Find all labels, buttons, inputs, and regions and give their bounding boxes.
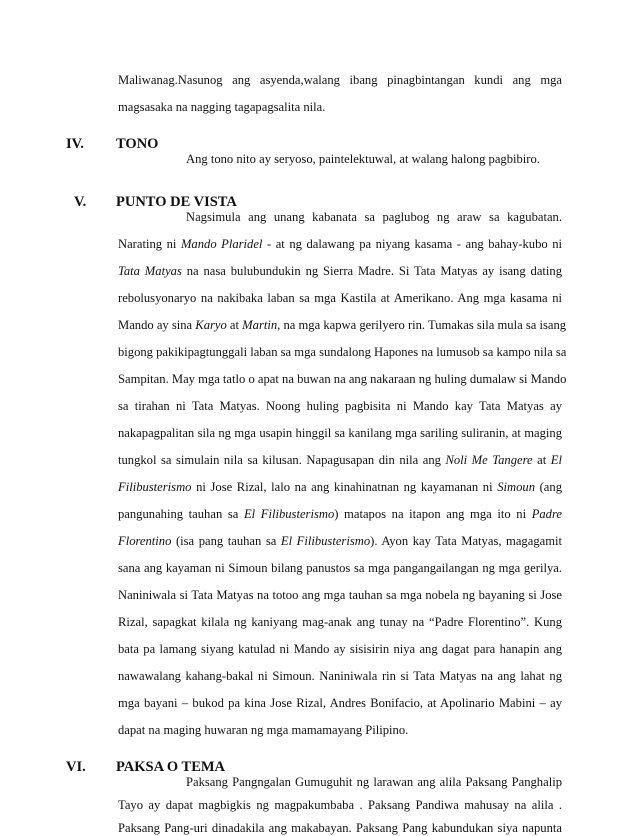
paragraph-line: Mando ay sina Karyo at Martin, na mga kapwa gerilyero rin. Tumakas sila mula sa isang	[118, 318, 567, 332]
paragraph-line: Filibusterismo ni Jose Rizal, lalo na ang kinahinatnan ng kayamanan ni Simoun (ang	[118, 480, 562, 494]
section-heading: TONO	[116, 136, 159, 152]
paragraph-line: sa tirahan ni Tata Matyas. Noong huling pagbisita ni Mando kay Tata Matyas ay	[118, 399, 562, 413]
paragraph-line: Nagsimula ang unang kabanata sa paglubog ng araw sa kagubatan.	[186, 210, 562, 224]
paragraph-line: Paksang Pang-uri dinadakila ang makabayan. Paksang Pang kabundukan siya napunta	[118, 821, 562, 835]
paragraph-line: tungkol sa simulain nila sa kilusan. Napagusapan din nila ang Noli Me Tangere at El	[118, 453, 562, 467]
paragraph-line: bata pa lamang siyang katulad ni Mando ay sisisirin niya ang dagat para hanapin ang	[118, 642, 562, 656]
paragraph-line: Ang tono nito ay seryoso, paintelektuwal, at walang halong pagbibiro.	[186, 152, 540, 166]
paragraph-line: pangunahing tauhan sa El Filibusterismo) matapos na itapon ang mga ito ni Padre	[118, 507, 562, 521]
paragraph-line: Naniniwala si Tata Matyas na totoo ang mga tauhan sa mga nobela ng bayaning si Jose	[118, 588, 562, 602]
paragraph-line: Maliwanag.Nasunog ang asyenda,walang ibang pinagbintangan kundi ang mga	[118, 73, 562, 87]
paragraph-line: nawawalang kahang-bakal ni Simoun. Naniniwala rin si Tata Matyas na ang lahat ng	[118, 669, 562, 683]
paragraph-line: Tayo ay dapat magbigkis ng magpakumbaba . Paksang Pandiwa mahusay na alila .	[118, 798, 562, 812]
paragraph-line: magsasaka na nagging tagapagsalita nila.	[118, 100, 326, 114]
paragraph-line: Rizal, sapagkat kilala ng kaniyang mag-anak ang tunay na “Padre Florentino”. Kung	[118, 615, 562, 629]
paragraph-line: sana ang kayaman ni Simoun bilang panustos sa mga pangangailangan ng mga gerilya.	[118, 561, 562, 575]
section-number: VI.	[66, 759, 86, 775]
paragraph-line: dapat na maging huwaran ng mga mamamayang Pilipino.	[118, 723, 409, 737]
paragraph-line: bigong pakikipagtunggali laban sa mga sundalong Hapones na lumusob sa kampo nila sa	[118, 345, 567, 359]
paragraph-line: Sampitan. May mga tatlo o apat na buwan na ang nakaraan ng huling dumalaw si Mando	[118, 372, 567, 386]
section-heading: PUNTO DE VISTA	[116, 194, 237, 210]
paragraph-line: mga bayani – bukod pa kina Jose Rizal, Andres Bonifacio, at Apolinario Mabini – ay	[118, 696, 562, 710]
paragraph-line: nakapagpalitan sila ng mga usapin hinggil sa kanilang mga sariling suliranin, at maging	[118, 426, 562, 440]
paragraph-line: Paksang Pangngalan Gumuguhit ng larawan ang alila Paksang Panghalip	[186, 775, 562, 789]
section-heading: PAKSA O TEMA	[116, 759, 226, 775]
paragraph-line: rebolusyonaryo na nakibaka laban sa mga Kastila at Amerikano. Ang mga kasama ni	[118, 291, 562, 305]
section-number: V.	[74, 194, 87, 210]
paragraph-line: Tata Matyas na nasa bulubundukin ng Sierra Madre. Si Tata Matyas ay isang dating	[118, 264, 562, 278]
section-number: IV.	[66, 136, 84, 152]
paragraph-line: Narating ni Mando Plaridel - at ng dalawang pa niyang kasama - ang bahay-kubo ni	[118, 237, 563, 251]
paragraph-line: Florentino (isa pang tauhan sa El Filibusterismo). Ayon kay Tata Matyas, magagamit	[118, 534, 562, 548]
